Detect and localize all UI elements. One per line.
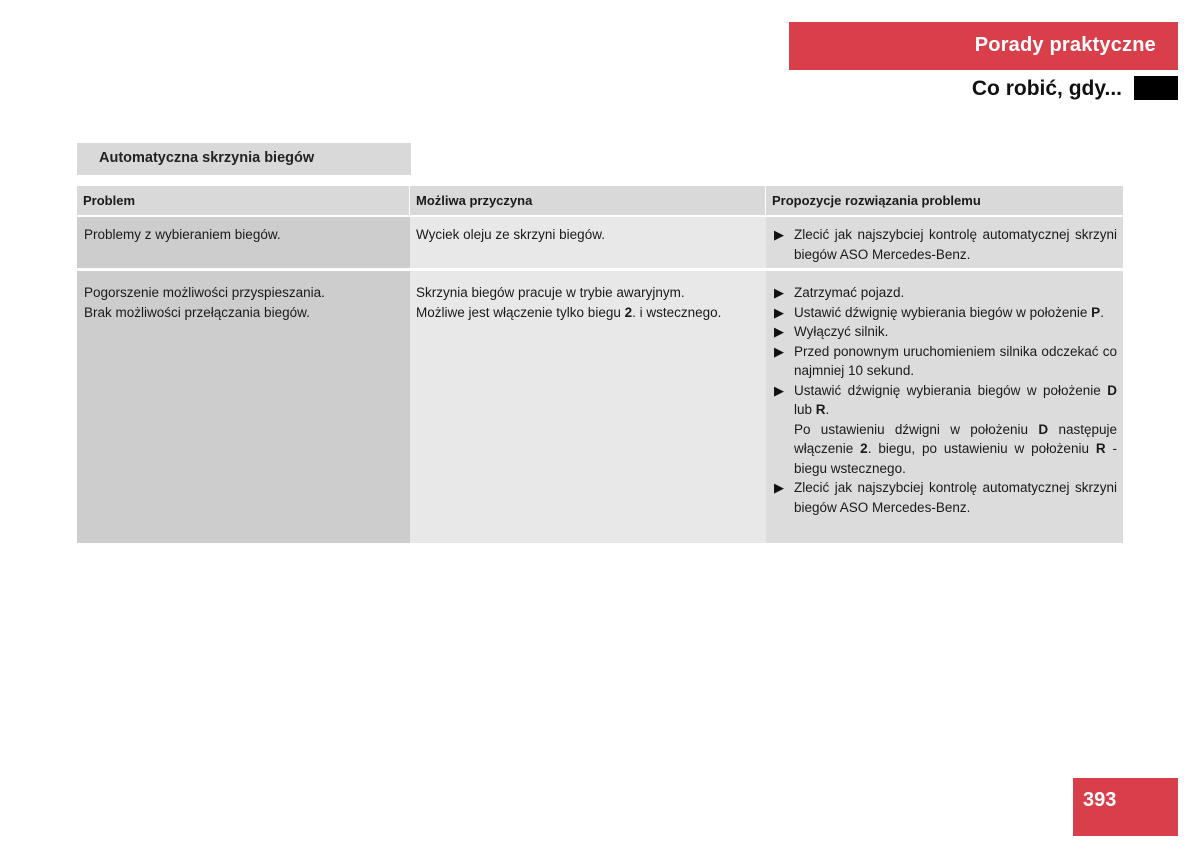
gear-letter: D — [1107, 382, 1117, 398]
column-header-solution: Propozycje rozwiązania problemu — [766, 186, 1123, 217]
step-text: . biegu, po ustawieniu w położeniu — [867, 441, 1089, 456]
step-note — [774, 420, 1117, 479]
cause-text: Skrzynia biegów pracuje w trybie awaryjnym. — [416, 285, 685, 300]
step-text: Przed ponownym uruchomieniem silnika odczekać co najmniej 10 sekund. — [794, 343, 1117, 378]
solution-step — [774, 225, 1117, 264]
gear-letter: R — [815, 402, 826, 417]
cause-cell — [410, 271, 766, 543]
step-text: Po ustawieniu dźwigni w położeniu — [794, 421, 1029, 437]
problem-text: Brak możliwości przełączania biegów. — [84, 304, 310, 320]
gear-number: 2 — [624, 304, 633, 320]
solution-cell — [766, 271, 1123, 543]
table-row — [77, 217, 1123, 268]
page-number: 393 — [1083, 789, 1117, 811]
step-text-group — [794, 303, 1117, 323]
section-title: Porady praktyczne — [974, 34, 1156, 56]
step-text: Ustawić dźwignię wybierania biegów w położenie — [794, 304, 1088, 320]
box-heading — [77, 143, 411, 175]
gear-number: 2 — [860, 441, 868, 456]
header-bar — [789, 22, 1178, 70]
step-text: następuje włączenie — [794, 421, 1117, 456]
cause-text: Wyciek oleju ze skrzyni biegów. — [416, 227, 605, 242]
problem-text: Pogorszenie możliwości przyspieszania. — [84, 285, 325, 300]
table-row — [77, 268, 1123, 543]
problem-cell — [77, 271, 410, 543]
gear-letter: D — [1038, 421, 1049, 437]
solution-step — [774, 381, 1117, 420]
solution-step — [774, 303, 1117, 323]
triangle-right-icon: ▶ — [774, 304, 784, 320]
gear-letter: P — [1091, 304, 1101, 320]
triangle-right-icon: ▶ — [774, 382, 784, 398]
solution-cell — [766, 217, 1123, 268]
box-title: Automatyczna skrzynia biegów — [99, 150, 315, 166]
solution-step — [774, 478, 1117, 517]
column-header-cause: Możliwa przyczyna — [410, 186, 766, 217]
triangle-right-icon: ▶ — [774, 324, 784, 339]
solution-step — [774, 342, 1117, 381]
step-text: Zlecić jak najszybciej kontrolę automatycznej skrzyni biegów ASO Mercedes-Benz. — [794, 227, 1117, 262]
problem-text: Problemy z wybieraniem biegów. — [84, 227, 281, 242]
thumb-marker — [1134, 76, 1178, 100]
column-header-problem: Problem — [77, 186, 410, 217]
cause-text: Możliwe jest włączenie tylko biegu — [416, 304, 621, 320]
triangle-right-icon: ▶ — [774, 285, 784, 300]
step-text: Zlecić jak najszybciej kontrolę automatycznej skrzyni biegów ASO Mercedes-Benz. — [794, 480, 1117, 515]
step-text: Zatrzymać pojazd. — [794, 285, 905, 300]
cause-text-line — [416, 303, 760, 323]
step-text-group — [794, 381, 1117, 420]
troubleshooting-table — [77, 186, 1123, 543]
step-text: Ustawić dźwignię wybierania biegów w położenie — [794, 382, 1101, 398]
triangle-right-icon: ▶ — [774, 480, 784, 495]
cause-text: . i wstecznego. — [632, 304, 722, 320]
problem-cell — [77, 217, 410, 268]
solution-step — [774, 322, 1117, 342]
table-header-row — [77, 186, 1123, 217]
step-text: lub — [794, 402, 813, 417]
triangle-right-icon: ▶ — [774, 343, 784, 359]
step-text: - biegu wstecznego. — [794, 441, 1117, 476]
page-number-box — [1073, 778, 1178, 836]
solution-step — [774, 283, 1117, 303]
step-text: . — [825, 402, 830, 417]
cause-cell — [410, 217, 766, 268]
step-text: . — [1100, 304, 1104, 320]
gear-letter: R — [1095, 441, 1106, 456]
step-text: Wyłączyć silnik. — [794, 324, 889, 339]
subsection-title: Co robić, gdy... — [971, 77, 1122, 100]
triangle-right-icon: ▶ — [774, 227, 784, 242]
